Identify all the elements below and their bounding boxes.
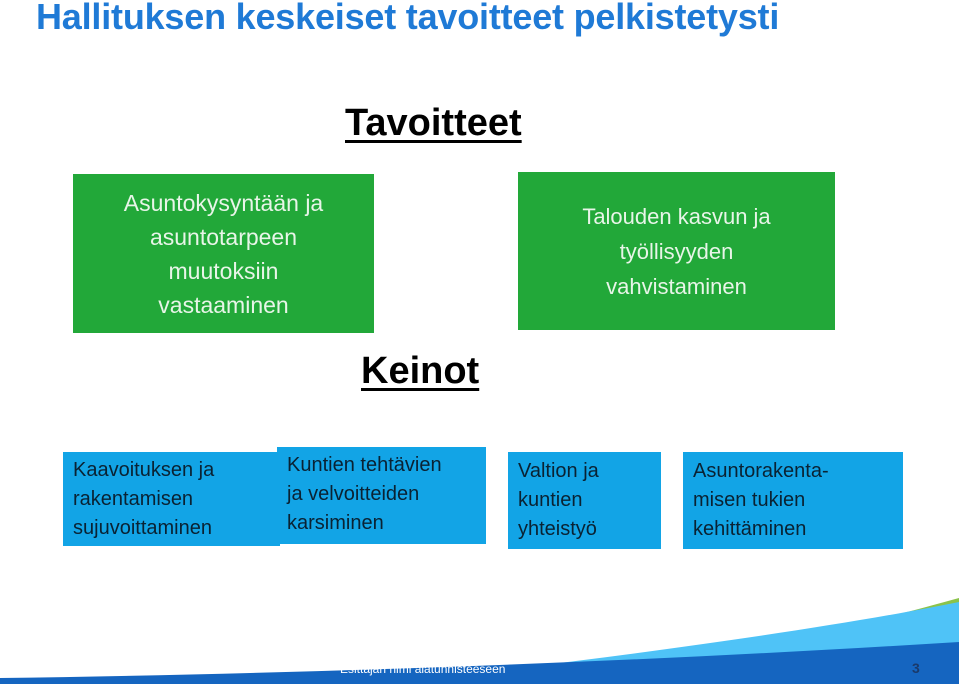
goal-box-housing-demand [73, 174, 374, 333]
goal-box-label: Asuntokysyntään ja asuntotarpeen muutoksiin vastaaminen [123, 189, 324, 318]
goals-heading: Tavoitteet [345, 102, 522, 144]
goal-box-label: Talouden kasvun ja työllisyyden vahvistaminen [582, 203, 771, 299]
means-box-label: Valtion ja kuntien yhteistyö [518, 460, 599, 540]
means-box-label: Kuntien tehtävien ja velvoitteiden karsiminen [287, 454, 442, 534]
means-box-cooperation [508, 452, 661, 549]
page-title: Hallituksen keskeiset tavoitteet pelkistetysti [36, 0, 780, 37]
means-box-municipal-duties [277, 447, 486, 544]
page-number: 3 [912, 660, 920, 676]
footer-presenter-name: Esittäjän nimi alatunnisteeseen [340, 662, 506, 676]
means-box-subsidies [683, 452, 903, 549]
means-box-zoning [63, 452, 280, 546]
means-box-label: Kaavoituksen ja rakentamisen sujuvoittaminen [73, 458, 215, 539]
means-box-label: Asuntorakenta- misen tukien kehittäminen [693, 460, 829, 540]
means-heading: Keinot [361, 350, 480, 392]
goal-box-economic-growth [518, 172, 835, 330]
